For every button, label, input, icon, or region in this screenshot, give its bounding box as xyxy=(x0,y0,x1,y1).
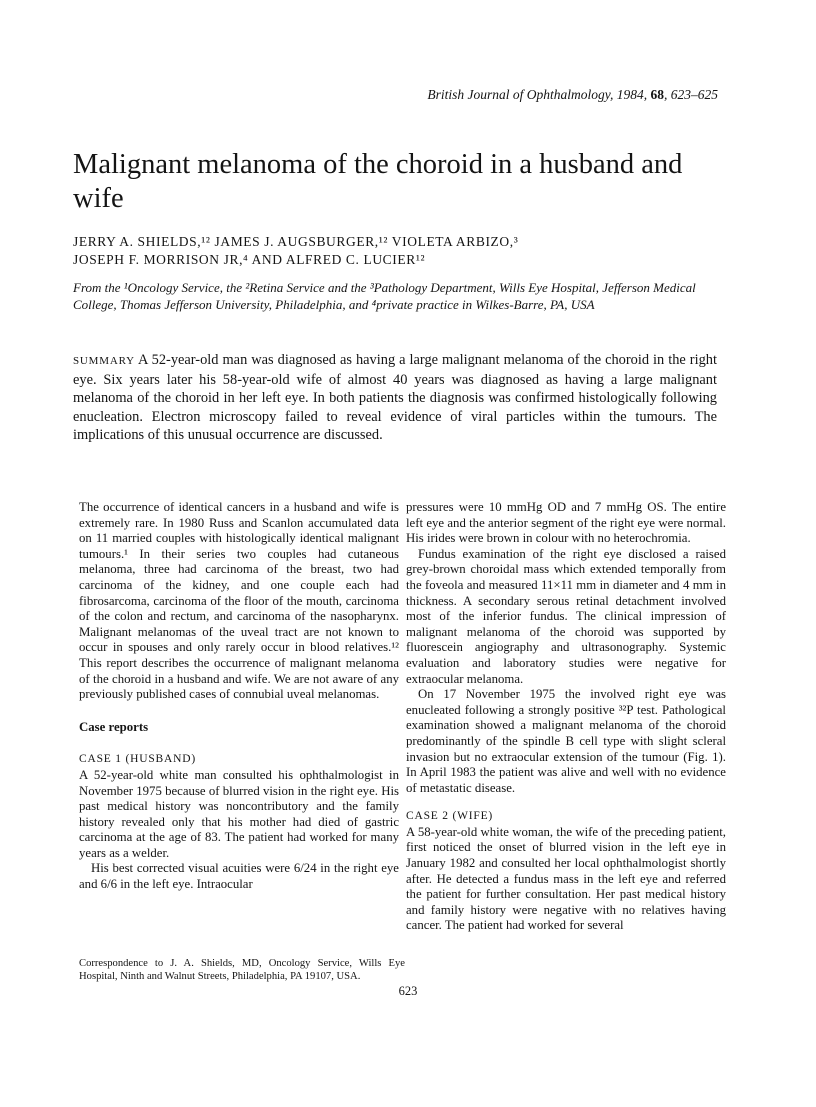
case2-paragraph-1: A 58-year-old white woman, the wife of the preceding patient, first noticed the onset of blurred vision in the left eye in January 1982 and consulted her local ophthalmologist shortly after. He detected a fundus mass in the left eye and referred the patient for further consultation. Her past medical history and family history were negative with no relatives having cancer. The patient had worked for several xyxy=(406,824,726,933)
right-column xyxy=(406,500,726,934)
right-paragraph-2: Fundus examination of the right eye disclosed a raised grey-brown choroidal mass which extended temporally from the foveola and measured 11×11 mm in diameter and 4 mm in thickness. A secondary serous retinal detachment involved most of the inferior fundus. The clinical impression of malignant melanoma of the choroid was supported by fluorescein angiography and ultrasonography. Systemic evaluation and laboratory studies were negative for extraocular melanoma. xyxy=(406,546,726,686)
journal-pages: , 623–625 xyxy=(664,87,718,102)
author-list xyxy=(73,233,753,269)
summary-text: A 52-year-old man was diagnosed as having a large malignant melanoma of the choroid in the right eye. Six years later his 58-year-old wife of almost 40 years was diagnosed as having a large malignant melanoma of the choroid in her left eye. In both patients the diagnosis was confirmed histologically following enucleation. Electron microscopy failed to reveal evidence of viral particles within the tumours. The implications of this unusual occurrence are discussed. xyxy=(73,352,717,444)
case2-heading: CASE 2 (WIFE) xyxy=(406,810,494,823)
summary xyxy=(73,351,717,445)
page-number: 623 xyxy=(398,984,418,998)
right-paragraph-1: pressures were 10 mmHg OD and 7 mmHg OS. The entire left eye and the anterior segment of the right eye were normal. His irides were brown in colour with no heterochromia. xyxy=(406,500,726,546)
case1-paragraph-1: A 52-year-old white man consulted his ophthalmologist in November 1975 because of blurred vision in the right eye. His past medical history was noncontributory and the family history revealed only that his mother had died of gastric carcinoma at the age of 83. The patient had worked for many years as a welder. xyxy=(79,767,399,860)
case1-paragraph-2: His best corrected visual acuities were 6/24 in the right eye and 6/6 in the left eye. Intraocular xyxy=(79,861,399,892)
intro-paragraph: The occurrence of identical cancers in a husband and wife is extremely rare. In 1980 Russ and Scanlon accumulated data on 11 married couples with histologically identical malignant tumours.¹ In their series two couples had cutaneous melanoma, three had carcinoma of the breast, two had carcinoma of the kidney, and one couple each had fibrosarcoma, carcinoma of the floor of the mouth, carcinoma of the colon and rectum, and carcinoma of the nasopharynx. Malignant melanomas of the uveal tract are not known to occur in spouses and only rarely occur in blood relatives.¹² This report describes the occurrence of malignant melanoma of the choroid in a husband and wife. We are not aware of any previously published cases of connubial uveal melanomas. xyxy=(79,500,399,702)
article-title: Malignant melanoma of the choroid in a husband and wife xyxy=(73,149,683,214)
summary-label: SUMMARY xyxy=(73,355,135,367)
case1-heading: CASE 1 (HUSBAND) xyxy=(79,753,196,766)
authors-line-2: JOSEPH F. MORRISON JR,⁴ AND ALFRED C. LUCIER¹² xyxy=(73,252,426,267)
running-header xyxy=(427,87,718,103)
journal-volume: 68 xyxy=(650,87,664,102)
authors-line-1: JERRY A. SHIELDS,¹² JAMES J. AUGSBURGER,¹² VIOLETA ARBIZO,³ xyxy=(73,234,519,249)
journal-year: 1984, xyxy=(613,87,651,102)
correspondence-footnote: Correspondence to J. A. Shields, MD, Oncology Service, Wills Eye Hospital, Ninth and Walnut Streets, Philadelphia, PA 19107, USA. xyxy=(79,958,405,982)
case-reports-heading: Case reports xyxy=(79,719,149,734)
right-paragraph-3: On 17 November 1975 the involved right eye was enucleated following a strongly positive ³²P test. Pathological examination showed a malignant melanoma of the choroid predominantly of the spindle B cell type with slight scleral invasion but no extraocular extension of the tumour (Fig. 1). In April 1983 the patient was alive and well with no evidence of metastatic disease. xyxy=(406,687,726,795)
affiliation: From the ¹Oncology Service, the ²Retina Service and the ³Pathology Department, Wills Eye Hospital, Jefferson Medical College, Thomas Jefferson University, Philadelphia, and ⁴private practice in Wilkes-Barre, PA, USA xyxy=(73,280,696,312)
journal-name: British Journal of Ophthalmology, xyxy=(427,87,614,102)
left-column xyxy=(79,500,399,893)
